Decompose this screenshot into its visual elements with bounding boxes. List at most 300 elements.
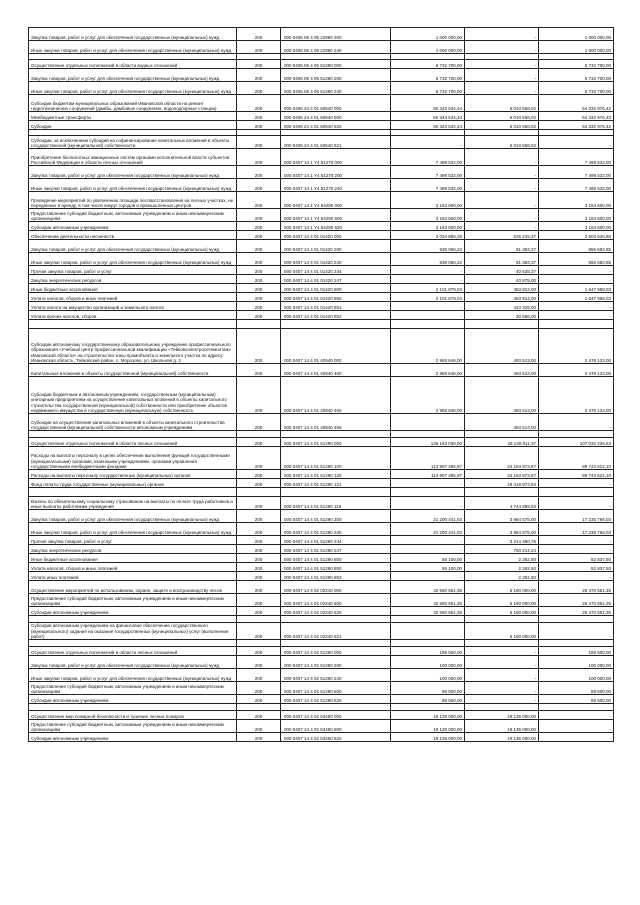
row-approved-cell: - bbox=[391, 623, 465, 640]
row-unexecuted-cell: 26 470 551,35 bbox=[539, 594, 614, 607]
row-line-code-cell: 200 bbox=[237, 136, 281, 149]
table-row bbox=[29, 682, 614, 695]
row-executed-cell bbox=[465, 431, 539, 438]
table-row bbox=[29, 95, 614, 112]
budget-report-page bbox=[28, 27, 613, 742]
row-line-code-cell: 200 bbox=[237, 470, 281, 479]
row-executed-cell bbox=[465, 640, 539, 647]
row-line-code-cell: 200 bbox=[237, 275, 281, 284]
table-row bbox=[29, 488, 614, 497]
row-executed-cell: 493 513,00 bbox=[465, 329, 539, 364]
row-approved-cell: 60 343 534,44 bbox=[391, 112, 465, 121]
row-executed-cell: 2 262,50 bbox=[465, 572, 539, 581]
row-executed-cell bbox=[465, 616, 539, 623]
row-unexecuted-cell: 52 837,50 bbox=[539, 563, 614, 572]
row-name-cell: Обеспечение деятельности лесничеств bbox=[29, 231, 237, 240]
row-name-cell: Осуществление отдельных полномочий в области лесных отношений bbox=[29, 438, 237, 447]
row-executed-cell: - bbox=[465, 41, 539, 54]
row-name-cell: Субсидии автономным учреждениям bbox=[29, 222, 237, 231]
row-unexecuted-cell: - bbox=[539, 302, 614, 311]
row-line-code-cell: 200 bbox=[237, 329, 281, 364]
row-executed-cell: 423 325,00 bbox=[465, 302, 539, 311]
row-unexecuted-cell: 3 163 600,00 bbox=[539, 192, 614, 209]
row-unexecuted-cell: 2 503 640,88 bbox=[539, 231, 614, 240]
row-budget-code-cell bbox=[281, 431, 391, 438]
row-unexecuted-cell: - bbox=[539, 733, 614, 742]
row-name-cell: Закупка товаров, работ и услуг для обеспечения государственных (муниципальных) нужд bbox=[29, 510, 237, 523]
table-row bbox=[29, 69, 614, 82]
table-row bbox=[29, 293, 614, 302]
row-approved-cell: 113 907 495,97 bbox=[391, 447, 465, 470]
row-name-cell: Расходы на выплаты персоналу в целях обеспечения выполнения функций государственными (муниципальными) органами, казенными учреждениями, органами управления государственными внебюджетными фондами bbox=[29, 447, 237, 470]
table-row bbox=[29, 607, 614, 616]
row-unexecuted-cell: 54 332 976,42 bbox=[539, 95, 614, 112]
row-budget-code-cell: 000 0407 14 4 01 01420 851 bbox=[281, 302, 391, 311]
row-approved-cell: 2 969 646,00 bbox=[391, 364, 465, 377]
row-name-cell: Закупка товаров, работ и услуг для обеспечения государственных (муниципальных) нужд bbox=[29, 69, 237, 82]
table-row bbox=[29, 377, 614, 414]
row-budget-code-cell: 000 0407 14 4 02 51290 200 bbox=[281, 656, 391, 669]
row-budget-code-cell: 000 0407 14 4 01 51290 120 bbox=[281, 470, 391, 479]
row-executed-cell: 2 262,50 bbox=[465, 554, 539, 563]
row-approved-cell: 7 499 532,00 bbox=[391, 166, 465, 179]
table-row bbox=[29, 656, 614, 669]
row-approved-cell bbox=[391, 616, 465, 623]
row-budget-code-cell: 000 0407 14 4 01 51290 853 bbox=[281, 572, 391, 581]
row-approved-cell: 19 135 000,00 bbox=[391, 711, 465, 720]
row-line-code-cell: 200 bbox=[237, 438, 281, 447]
row-budget-code-cell: 000 0407 14 4 01 01420 000 bbox=[281, 231, 391, 240]
row-executed-cell: - bbox=[465, 222, 539, 231]
row-budget-code-cell: 000 0406 06 4 05 22990 200 bbox=[281, 28, 391, 41]
table-row bbox=[29, 82, 614, 95]
row-line-code-cell: 200 bbox=[237, 284, 281, 293]
row-budget-code-cell bbox=[281, 320, 391, 329]
row-unexecuted-cell: - bbox=[539, 720, 614, 733]
row-line-code-cell: 200 bbox=[237, 209, 281, 222]
table-row bbox=[29, 733, 614, 742]
table-row bbox=[29, 329, 614, 364]
table-row bbox=[29, 231, 614, 240]
row-executed-cell: - bbox=[465, 192, 539, 209]
row-unexecuted-cell: 17 235 766,03 bbox=[539, 523, 614, 536]
row-budget-code-cell: 000 0407 14 4 02 02240 000 bbox=[281, 581, 391, 594]
row-name-cell: Иные закупки товаров, работ и услуг для обеспечения государственных (муниципальных) нужд bbox=[29, 253, 237, 266]
row-approved-cell: 3 034 855,25 bbox=[391, 231, 465, 240]
row-budget-code-cell: 000 0407 14 4 01 01420 240 bbox=[281, 253, 391, 266]
row-executed-cell: 40 875,00 bbox=[465, 275, 539, 284]
row-executed-cell: - bbox=[465, 209, 539, 222]
row-approved-cell: 2 969 646,00 bbox=[391, 377, 465, 414]
row-approved-cell bbox=[391, 488, 465, 497]
row-name-cell: Закупка товаров, работ и услуг для обеспечения государственных (муниципальных) нужд bbox=[29, 656, 237, 669]
table-row bbox=[29, 616, 614, 623]
table-row bbox=[29, 523, 614, 536]
row-executed-cell: 24 163 873,87 bbox=[465, 470, 539, 479]
table-row bbox=[29, 121, 614, 130]
table-row bbox=[29, 240, 614, 253]
table-row bbox=[29, 438, 614, 447]
row-unexecuted-cell: 5 732 700,00 bbox=[539, 69, 614, 82]
row-approved-cell: 32 660 551,35 bbox=[391, 607, 465, 616]
row-line-code-cell: 200 bbox=[237, 179, 281, 192]
row-line-code-cell bbox=[237, 488, 281, 497]
row-line-code-cell: 200 bbox=[237, 623, 281, 640]
row-unexecuted-cell bbox=[539, 431, 614, 438]
row-approved-cell: 3 163 600,00 bbox=[391, 209, 465, 222]
row-unexecuted-cell: 189 500,00 bbox=[539, 647, 614, 656]
row-approved-cell: - bbox=[391, 311, 465, 320]
row-name-cell: Осуществление мероприятий по использованию, охране, защите и воспроизводству лесов bbox=[29, 581, 237, 594]
row-executed-cell: 6 190 000,00 bbox=[465, 623, 539, 640]
row-unexecuted-cell: - bbox=[539, 136, 614, 149]
row-budget-code-cell: 000 0407 14 4 02 51290 620 bbox=[281, 695, 391, 704]
table-row bbox=[29, 209, 614, 222]
row-budget-code-cell bbox=[281, 488, 391, 497]
table-row bbox=[29, 112, 614, 121]
row-line-code-cell: 200 bbox=[237, 669, 281, 682]
row-budget-code-cell: 000 0407 14 4 02 53450 600 bbox=[281, 720, 391, 733]
table-row bbox=[29, 545, 614, 554]
row-approved-cell: 7 499 532,00 bbox=[391, 179, 465, 192]
row-approved-cell: 7 499 532,00 bbox=[391, 149, 465, 166]
row-budget-code-cell: 000 0407 14 4 01 51290 000 bbox=[281, 438, 391, 447]
row-name-cell: Проведение мероприятий по увеличению площади лесовосстановления на лесных участках, не переданных в аренду, в том числе вокруг городов и промышленных центров bbox=[29, 192, 237, 209]
table-row bbox=[29, 302, 614, 311]
table-row bbox=[29, 704, 614, 711]
row-name-cell: Иные закупки товаров, работ и услуг для обеспечения государственных (муниципальных) нужд bbox=[29, 669, 237, 682]
row-budget-code-cell: 000 0407 14 4 01 51290 121 bbox=[281, 479, 391, 488]
row-approved-cell: 60 343 534,44 bbox=[391, 121, 465, 130]
table-row bbox=[29, 647, 614, 656]
row-approved-cell: 89 500,00 bbox=[391, 682, 465, 695]
row-budget-code-cell: 000 0407 14 4 01 01420 200 bbox=[281, 240, 391, 253]
row-budget-code-cell: 000 0407 14 4 02 02240 621 bbox=[281, 623, 391, 640]
row-name-cell bbox=[29, 488, 237, 497]
row-unexecuted-cell: - bbox=[539, 479, 614, 488]
row-budget-code-cell: 000 0407 14 4 02 02240 600 bbox=[281, 594, 391, 607]
row-name-cell bbox=[29, 320, 237, 329]
row-approved-cell: 938 066,22 bbox=[391, 240, 465, 253]
row-unexecuted-cell: 2 476 133,00 bbox=[539, 377, 614, 414]
row-line-code-cell: 200 bbox=[237, 364, 281, 377]
row-name-cell: Межбюджетные трансферты bbox=[29, 112, 237, 121]
row-approved-cell: 55 100,00 bbox=[391, 563, 465, 572]
row-name-cell: Субсидии на осуществление капитальных вложений в объекты капитального строительства государственной (муниципальной) собственности автономным учреждениям bbox=[29, 414, 237, 431]
row-unexecuted-cell: 17 235 766,03 bbox=[539, 510, 614, 523]
row-name-cell: Уплата налогов, сборов и иных платежей bbox=[29, 563, 237, 572]
row-unexecuted-cell: 7 499 532,00 bbox=[539, 149, 614, 166]
table-row bbox=[29, 581, 614, 594]
row-approved-cell: 1 000 000,00 bbox=[391, 41, 465, 54]
row-executed-cell: - bbox=[465, 60, 539, 69]
expenditure-table bbox=[28, 27, 614, 742]
row-executed-cell: 81 383,37 bbox=[465, 253, 539, 266]
row-approved-cell: 21 200 441,03 bbox=[391, 510, 465, 523]
row-name-cell: Иные бюджетные ассигнования bbox=[29, 554, 237, 563]
table-row bbox=[29, 623, 614, 640]
row-unexecuted-cell: 107 032 226,63 bbox=[539, 438, 614, 447]
row-executed-cell: 3 214 460,76 bbox=[465, 536, 539, 545]
row-name-cell: Иные закупки товаров, работ и услуг для обеспечения государственных (муниципальных) нужд bbox=[29, 82, 237, 95]
row-budget-code-cell: 000 0406 24 4 01 60540 500 bbox=[281, 112, 391, 121]
row-name-cell bbox=[29, 704, 237, 711]
row-approved-cell: - bbox=[391, 275, 465, 284]
row-budget-code-cell: 000 0407 14 4 01 01420 247 bbox=[281, 275, 391, 284]
row-line-code-cell bbox=[237, 704, 281, 711]
row-executed-cell: - bbox=[465, 166, 539, 179]
table-row bbox=[29, 572, 614, 581]
row-unexecuted-cell bbox=[539, 616, 614, 623]
row-budget-code-cell: 000 0406 24 4 01 60540 000 bbox=[281, 95, 391, 112]
row-approved-cell: 5 732 700,00 bbox=[391, 69, 465, 82]
row-approved-cell: 55 100,00 bbox=[391, 554, 465, 563]
row-budget-code-cell: 000 0407 14 4 01 51290 119 bbox=[281, 497, 391, 510]
table-row bbox=[29, 563, 614, 572]
row-unexecuted-cell: 100 000,00 bbox=[539, 656, 614, 669]
table-row bbox=[29, 447, 614, 470]
table-row bbox=[29, 253, 614, 266]
row-budget-code-cell: 000 0407 14 4 01 51290 100 bbox=[281, 447, 391, 470]
row-unexecuted-cell: 2 476 133,00 bbox=[539, 329, 614, 364]
row-approved-cell: 1 000 000,00 bbox=[391, 28, 465, 41]
row-approved-cell: 32 660 551,35 bbox=[391, 581, 465, 594]
row-executed-cell: 6 010 558,02 bbox=[465, 112, 539, 121]
row-unexecuted-cell: 856 682,85 bbox=[539, 240, 614, 253]
row-budget-code-cell: 000 0407 14 1 Y4 54290 600 bbox=[281, 209, 391, 222]
row-name-cell bbox=[29, 431, 237, 438]
table-row bbox=[29, 536, 614, 545]
row-executed-cell: 6 190 000,00 bbox=[465, 581, 539, 594]
row-name-cell: Субсидии бюджетам муниципальных образований Ивановской области на ремонт гидротехнических сооружений (дамбы, дамбовые сооружения, водоподпорные станции) bbox=[29, 95, 237, 112]
row-approved-cell: - bbox=[391, 572, 465, 581]
row-approved-cell: 938 066,22 bbox=[391, 253, 465, 266]
row-budget-code-cell bbox=[281, 616, 391, 623]
row-name-cell: Уплата иных платежей bbox=[29, 572, 237, 581]
table-body bbox=[29, 28, 614, 742]
table-row bbox=[29, 640, 614, 647]
row-line-code-cell: 200 bbox=[237, 656, 281, 669]
row-budget-code-cell: 000 0407 14 4 01 01420 852 bbox=[281, 311, 391, 320]
row-line-code-cell: 200 bbox=[237, 41, 281, 54]
row-line-code-cell: 200 bbox=[237, 733, 281, 742]
row-line-code-cell: 200 bbox=[237, 545, 281, 554]
row-budget-code-cell: 000 0407 14 4 02 53450 000 bbox=[281, 711, 391, 720]
table-row bbox=[29, 431, 614, 438]
row-unexecuted-cell: 89 500,00 bbox=[539, 695, 614, 704]
table-row bbox=[29, 284, 614, 293]
row-executed-cell: 2 262,50 bbox=[465, 563, 539, 572]
row-unexecuted-cell: 1 647 958,03 bbox=[539, 284, 614, 293]
row-approved-cell bbox=[391, 704, 465, 711]
row-approved-cell: - bbox=[391, 302, 465, 311]
row-executed-cell: - bbox=[465, 82, 539, 95]
row-executed-cell: - bbox=[465, 669, 539, 682]
row-budget-code-cell: 000 0406 06 4 05 22990 240 bbox=[281, 41, 391, 54]
row-unexecuted-cell: - bbox=[539, 414, 614, 431]
row-name-cell: Иные закупки товаров, работ и услуг для обеспечения государственных (муниципальных) нужд bbox=[29, 41, 237, 54]
row-executed-cell: 81 383,37 bbox=[465, 240, 539, 253]
row-approved-cell bbox=[391, 431, 465, 438]
row-approved-cell: 60 343 534,44 bbox=[391, 95, 465, 112]
row-budget-code-cell: 000 0406 06 4 06 51280 000 bbox=[281, 60, 391, 69]
table-row bbox=[29, 149, 614, 166]
row-line-code-cell: 200 bbox=[237, 222, 281, 231]
row-name-cell: Субсидии автономным учреждениям bbox=[29, 695, 237, 704]
row-line-code-cell: 200 bbox=[237, 523, 281, 536]
row-line-code-cell: 200 bbox=[237, 536, 281, 545]
row-unexecuted-cell: - bbox=[539, 545, 614, 554]
row-executed-cell: 24 163 873,87 bbox=[465, 447, 539, 470]
row-unexecuted-cell: 5 732 700,00 bbox=[539, 60, 614, 69]
row-unexecuted-cell: 100 000,00 bbox=[539, 669, 614, 682]
row-unexecuted-cell: 54 332 976,42 bbox=[539, 112, 614, 121]
row-line-code-cell: 200 bbox=[237, 563, 281, 572]
row-line-code-cell: 200 bbox=[237, 121, 281, 130]
table-row bbox=[29, 60, 614, 69]
row-unexecuted-cell: 89 500,00 bbox=[539, 682, 614, 695]
row-executed-cell: 19 135 000,00 bbox=[465, 720, 539, 733]
row-executed-cell: 6 190 000,00 bbox=[465, 594, 539, 607]
table-row bbox=[29, 711, 614, 720]
table-row bbox=[29, 510, 614, 523]
row-name-cell: Уплата прочих налогов, сборов bbox=[29, 311, 237, 320]
row-budget-code-cell: 000 0407 14 1 Y4 51270 000 bbox=[281, 149, 391, 166]
row-unexecuted-cell: 54 332 976,42 bbox=[539, 121, 614, 130]
row-budget-code-cell: 000 0407 14 4 02 53450 620 bbox=[281, 733, 391, 742]
row-executed-cell: 493 513,00 bbox=[465, 377, 539, 414]
row-name-cell: Осуществление отдельных полномочий в области лесных отношений bbox=[29, 647, 237, 656]
row-approved-cell: 2 969 646,00 bbox=[391, 329, 465, 364]
row-approved-cell bbox=[391, 320, 465, 329]
row-executed-cell: 3 964 675,00 bbox=[465, 510, 539, 523]
table-row bbox=[29, 136, 614, 149]
row-line-code-cell: 200 bbox=[237, 711, 281, 720]
row-approved-cell: 5 732 700,00 bbox=[391, 60, 465, 69]
row-budget-code-cell: 000 0406 24 4 01 60540 521 bbox=[281, 136, 391, 149]
row-executed-cell: 493 513,00 bbox=[465, 414, 539, 431]
table-row bbox=[29, 320, 614, 329]
row-budget-code-cell: 000 0407 14 4 01 51290 850 bbox=[281, 563, 391, 572]
row-executed-cell: 535 215,37 bbox=[465, 231, 539, 240]
row-approved-cell: 19 135 000,00 bbox=[391, 720, 465, 733]
row-line-code-cell bbox=[237, 616, 281, 623]
row-line-code-cell: 200 bbox=[237, 192, 281, 209]
row-line-code-cell: 200 bbox=[237, 594, 281, 607]
row-unexecuted-cell: 89 743 622,10 bbox=[539, 470, 614, 479]
row-name-cell: Расходы на выплаты персоналу государственных (муниципальных) органов bbox=[29, 470, 237, 479]
row-line-code-cell: 200 bbox=[237, 28, 281, 41]
row-name-cell: Прочая закупка товаров, работ и услуг bbox=[29, 536, 237, 545]
row-executed-cell: 6 190 000,00 bbox=[465, 607, 539, 616]
row-executed-cell bbox=[465, 704, 539, 711]
row-approved-cell: - bbox=[391, 136, 465, 149]
row-executed-cell: 453 912,00 bbox=[465, 284, 539, 293]
row-line-code-cell bbox=[237, 320, 281, 329]
row-budget-code-cell: 000 0407 14 4 01 51290 247 bbox=[281, 545, 391, 554]
table-row bbox=[29, 166, 614, 179]
row-unexecuted-cell: 89 743 622,10 bbox=[539, 447, 614, 470]
row-line-code-cell: 200 bbox=[237, 581, 281, 594]
row-unexecuted-cell: 7 499 532,00 bbox=[539, 179, 614, 192]
row-approved-cell: 100 000,00 bbox=[391, 656, 465, 669]
row-line-code-cell: 200 bbox=[237, 69, 281, 82]
row-executed-cell: 19 135 000,00 bbox=[465, 711, 539, 720]
row-line-code-cell: 200 bbox=[237, 607, 281, 616]
row-budget-code-cell: 000 0407 14 4 01 01420 850 bbox=[281, 293, 391, 302]
row-executed-cell: - bbox=[465, 682, 539, 695]
row-budget-code-cell: 000 0406 24 4 01 60540 520 bbox=[281, 121, 391, 130]
row-name-cell: Субсидии, за исключением субсидий на софинансирование капитальных вложений в объекты государственной (муниципальной) собственности bbox=[29, 136, 237, 149]
row-name-cell: Взносы по обязательному социальному страхованию на выплаты по оплате труда работников и иные выплаты работникам учреждений bbox=[29, 497, 237, 510]
row-executed-cell: - bbox=[465, 149, 539, 166]
table-row bbox=[29, 311, 614, 320]
row-budget-code-cell: 000 0407 14 4 01 51290 200 bbox=[281, 510, 391, 523]
table-row bbox=[29, 554, 614, 563]
row-executed-cell: - bbox=[465, 28, 539, 41]
row-unexecuted-cell: 7 499 532,00 bbox=[539, 166, 614, 179]
row-budget-code-cell: 000 0407 14 1 Y4 51270 200 bbox=[281, 166, 391, 179]
row-name-cell: Закупка энергетических ресурсов bbox=[29, 545, 237, 554]
row-unexecuted-cell: 2 476 133,00 bbox=[539, 364, 614, 377]
row-name-cell: Предоставление субсидий бюджетным, автономным учреждениям и иным некоммерческим организациям bbox=[29, 209, 237, 222]
row-name-cell: Уплата налогов, сборов и иных платежей bbox=[29, 293, 237, 302]
row-unexecuted-cell: - bbox=[539, 266, 614, 275]
row-budget-code-cell: 000 0407 14 4 02 51290 000 bbox=[281, 647, 391, 656]
row-executed-cell: 30 586,00 bbox=[465, 311, 539, 320]
row-unexecuted-cell: - bbox=[539, 572, 614, 581]
row-name-cell bbox=[29, 616, 237, 623]
row-line-code-cell: 200 bbox=[237, 647, 281, 656]
row-name-cell: Приобретение беспилотных авиационных систем органами исполнительной власти субъектов Российской Федерации в области лесных отношений bbox=[29, 149, 237, 166]
row-line-code-cell: 200 bbox=[237, 112, 281, 121]
row-unexecuted-cell: 5 732 700,00 bbox=[539, 82, 614, 95]
row-name-cell: Иные бюджетные ассигнования bbox=[29, 284, 237, 293]
row-executed-cell: 4 744 899,93 bbox=[465, 497, 539, 510]
row-budget-code-cell: 000 0407 14 1 Y4 54290 620 bbox=[281, 222, 391, 231]
row-approved-cell: 136 163 038,00 bbox=[391, 438, 465, 447]
table-row bbox=[29, 695, 614, 704]
row-budget-code-cell: 000 0407 14 4 01 40940 400 bbox=[281, 364, 391, 377]
row-executed-cell: 3 964 675,00 bbox=[465, 523, 539, 536]
row-approved-cell: - bbox=[391, 414, 465, 431]
row-executed-cell: - bbox=[465, 656, 539, 669]
row-executed-cell: 453 912,00 bbox=[465, 293, 539, 302]
row-budget-code-cell: 000 0407 14 4 01 40940 460 bbox=[281, 377, 391, 414]
row-name-cell: Предоставление субсидий бюджетным, автономным учреждениям и иным некоммерческим организациям bbox=[29, 594, 237, 607]
row-unexecuted-cell: - bbox=[539, 275, 614, 284]
row-budget-code-cell bbox=[281, 704, 391, 711]
row-approved-cell: - bbox=[391, 266, 465, 275]
table-row bbox=[29, 28, 614, 41]
row-budget-code-cell: 000 0407 14 1 Y4 51270 240 bbox=[281, 179, 391, 192]
row-approved-cell: - bbox=[391, 536, 465, 545]
row-approved-cell: 21 200 441,03 bbox=[391, 523, 465, 536]
row-executed-cell: - bbox=[465, 69, 539, 82]
row-unexecuted-cell: 3 163 600,00 bbox=[539, 209, 614, 222]
row-line-code-cell: 200 bbox=[237, 253, 281, 266]
row-budget-code-cell: 000 0407 14 4 01 51290 244 bbox=[281, 536, 391, 545]
row-executed-cell: 6 010 558,02 bbox=[465, 95, 539, 112]
table-row bbox=[29, 470, 614, 479]
row-name-cell: Субсидии автономному государственному образовательному учреждению профессионального образования «Учебный центр профессиональной квалификации «Тейковоэлектросетемонтаж» Ивановской области» на строительство зоны промобъекта и земельного участка по адресу: Ивановская область, Тейковский район, с. Морозово, ул. Школьная д. 2 bbox=[29, 329, 237, 364]
row-unexecuted-cell: 1 000 000,00 bbox=[539, 28, 614, 41]
row-unexecuted-cell: - bbox=[539, 536, 614, 545]
row-budget-code-cell: 000 0406 06 4 06 51280 200 bbox=[281, 69, 391, 82]
table-row bbox=[29, 222, 614, 231]
row-unexecuted-cell: - bbox=[539, 711, 614, 720]
row-name-cell: Осуществление отдельных полномочий в области водных отношений bbox=[29, 60, 237, 69]
